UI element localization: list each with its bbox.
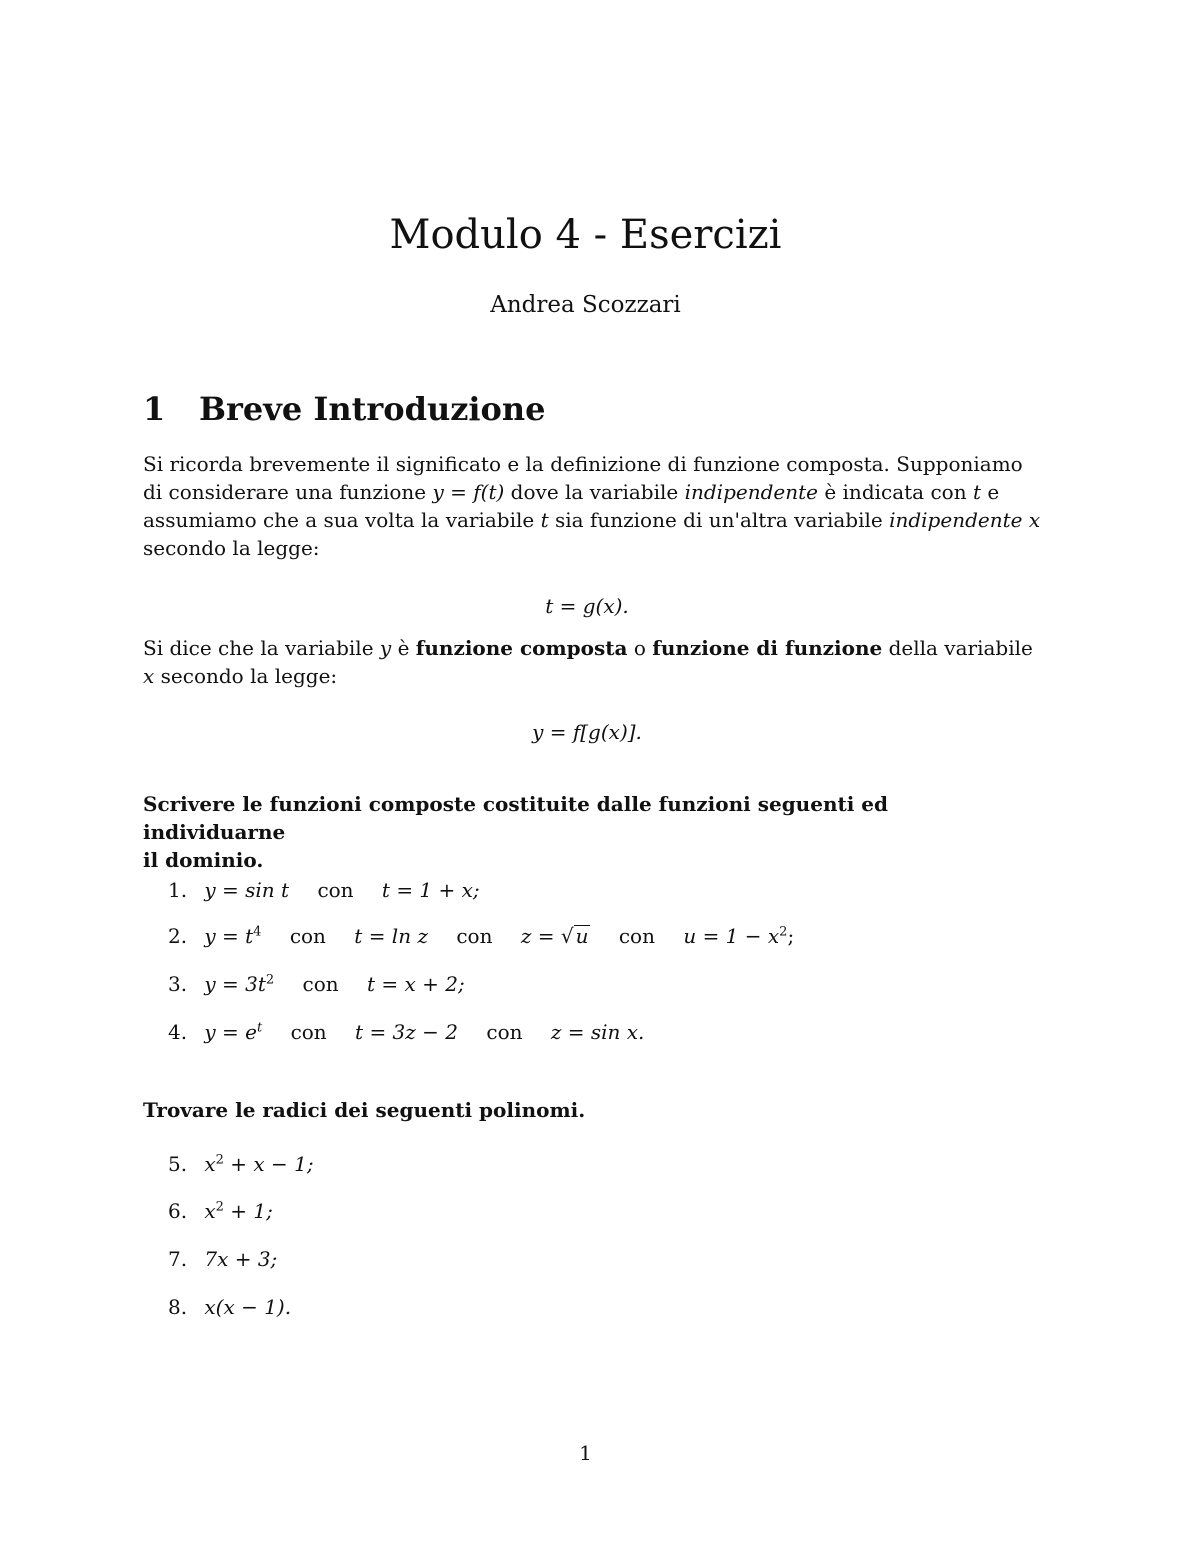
section-title: Breve Introduzione — [199, 390, 546, 428]
section-heading — [143, 390, 546, 428]
bold-term: funzione di funzione — [652, 636, 883, 660]
emphasis: indipendente — [684, 480, 818, 504]
exercise-5: 5. $x^2 + x - 1$; — [168, 1152, 314, 1176]
document-author: Andrea Scozzari — [490, 292, 681, 318]
equation-1: t = g(x). — [545, 594, 629, 618]
radicand: u — [575, 924, 589, 948]
instruction-composite: Scrivere le funzioni composte costituite dalle funzioni seguenti ed individuarne il dominio. — [143, 792, 888, 872]
exercise-8: 8. x(x − 1). — [168, 1295, 292, 1319]
exercise-7: 7. 7x + 3; — [168, 1247, 278, 1271]
instruction-roots: Trovare le radici dei seguenti polinomi. — [143, 1098, 586, 1122]
exercise-3: 3. $y = 3t^2$ con t = x + 2; — [168, 972, 465, 996]
section-number: 1 — [143, 390, 166, 428]
exercise-2: 2. $y = t^4$ con t = ln z con z = √ u con $u = 1 - x^2$; — [168, 924, 795, 948]
page-number: 1 — [579, 1441, 592, 1465]
exercise-1: 1. y = sin t con t = 1 + x; — [168, 878, 480, 902]
square-root-symbol: √ — [560, 924, 574, 948]
intro-line-1: Si ricorda brevemente il significato e la definizione di funzione composta. Supponiamo — [143, 452, 1023, 476]
intro-line-4: secondo la legge: — [143, 536, 320, 560]
equation-2: y = f[g(x)]. — [532, 720, 642, 744]
exercise-4: 4. $y = e^t$ con t = 3z − 2 con z = sin x. — [168, 1020, 645, 1044]
definition-paragraph — [143, 634, 1031, 690]
document-title: Modulo 4 - Esercizi — [389, 212, 782, 258]
definition-line-1: Si dice che la variabile y è funzione composta o funzione di funzione della variabile — [143, 636, 1033, 660]
exercise-6: 6. $x^2 + 1$; — [168, 1199, 273, 1223]
intro-line-3: assumiamo che a sua volta la variabile t sia funzione di un'altra variabile indipendente x — [143, 508, 1041, 532]
definition-line-2: x secondo la legge: — [143, 664, 338, 688]
emphasis: indipendente — [889, 508, 1023, 532]
intro-paragraph — [143, 450, 1041, 562]
inline-math: y = f(t) — [432, 480, 505, 504]
intro-line-2: di considerare una funzione y = f(t) dove la variabile indipendente è indicata con t e — [143, 480, 1000, 504]
bold-term: funzione composta — [415, 636, 628, 660]
